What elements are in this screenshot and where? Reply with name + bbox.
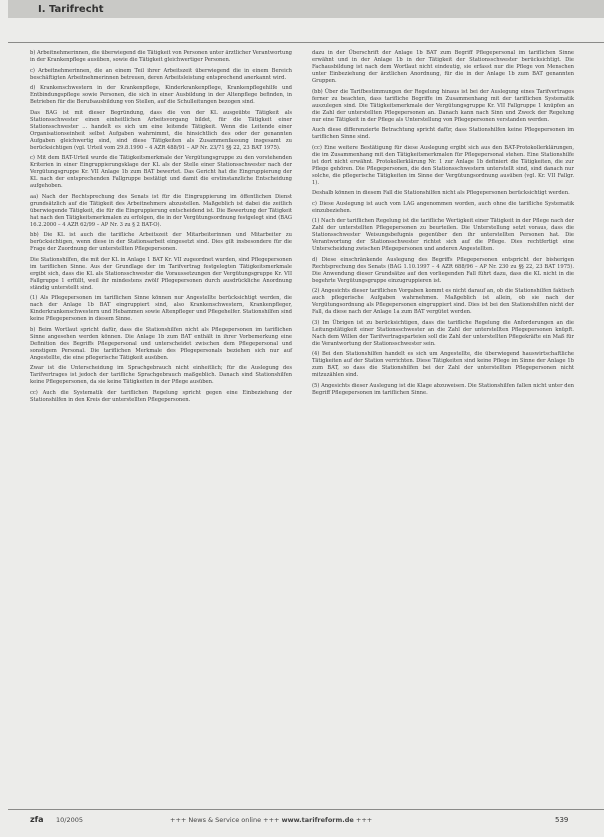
paragraph: (4) Bei den Stationshilfen handelt es sich um Angestellte, die überwiegend hauswirtschaftliche Tätigkeiten auf der Station verrichten. Diese Tätigkeiten sind keine Pflege im Sinne der Anlage 1b zum BAT, so dass die Stationshilfen bei der Zahl der unterstellten Pflegepersonen nicht mitzuzählen sind.	[312, 351, 574, 378]
paragraph: (3) Im Übrigen ist zu berücksichtigen, dass die tarifliche Regelung die Anforderungen an die Leitungstätigkeit einer Stationsschwester an die Zahl der unterstellten Pflegepersonen knüpft. Nach dem Willen der Tarifvertragsparteien soll die Zahl der unterstellten Pflegekräfte ein Maß für die Verantwortung der Stationsschwester sein.	[312, 319, 574, 347]
publication-logo: zfa	[30, 815, 44, 824]
page-number: 539	[555, 816, 569, 824]
paragraph: cc) Auch die Systematik der tariflichen Regelung spricht gegen eine Einbeziehung der Stationshilfen in den Kreis der unterstellten Pflegepersonen.	[30, 389, 292, 403]
footer-banner-prefix: +++ News & Service online +++	[170, 816, 280, 824]
paragraph: (2) Angesichts dieser tariflichen Vorgaben kommt es nicht darauf an, ob die Stationshilfen faktisch auch pflegerische Aufgaben wahrnehmen. Maßgeblich ist allein, ob sie nach der Vergütungsordnung als Pflegepersonen eingruppiert sind. Dies ist bei den Stationshilfen nicht der Fall, da diese nach der Anlage 1a zum BAT vergütet werden.	[312, 288, 574, 315]
right-column	[312, 50, 574, 400]
left-column	[30, 50, 292, 407]
paragraph: d) Krankenschwestern in der Krankenpflege, Kinderkrankenpflege, Krankenpflegehilfe und Entbindungspflege sowie Personen, die sich in einer Ausbildung in der Altenpflege befinden, in Betrieben für die Berufsausbildung von Stellen, auf die Schulleitungen bezogen sind.	[30, 85, 292, 105]
paragraph: Zwar ist die Unterscheidung im Sprachgebrauch nicht einheitlich; für die Auslegung des Tarifvertrages ist jedoch der tarifliche Sprachgebrauch maßgeblich. Danach sind Stationshilfen keine Pflegepersonen, da sie keine Tätigkeiten in der Pflege ausüben.	[30, 365, 292, 385]
paragraph: Auch diese differenzierte Betrachtung spricht dafür, dass Stationshilfen keine Pflegepersonen im tariflichen Sinne sind.	[312, 127, 574, 140]
header-bar	[8, 0, 604, 18]
paragraph: c) Diese Auslegung ist auch vom LAG angenommen worden, auch ohne die tarifliche Systematik einzubeziehen.	[312, 200, 574, 214]
paragraph: (1) Nach der tariflichen Regelung ist die tarifliche Wertigkeit einer Tätigkeit in der Pflege nach der Zahl der unterstellten Pflegepersonen zu beurteilen. Die Unterstellung setzt voraus, dass die Stationsschwester Weisungsbefugnis gegenüber den ihr unterstellten Personen hat. Die Verantwortung der Stationsschwester richtet sich auf die Pflege. Dies rechtfertigt eine Unterscheidung zwischen Pflegepersonen und anderen Angestellten.	[312, 218, 574, 252]
paragraph: Das BAG ist mit dieser Begründung, dass die von der KL ausgeübte Tätigkeit als Stationsschwester einen einheitlichen Arbeitsvorgang bildet, für die Tätigkeit einer Stationsschwester ... handelt es sich um eine leitende Tätigkeit. Wenn die Leitende einer Organisationseinheit selbst Aufgaben wahrnimmt, die hinsichtlich des oder der genannten Aufgaben gleichwertig sind, sind diese Tätigkeiten als Zusammenfassung insgesamt zu berücksichtigen (vgl. Urteil vom 29.8.1990 – 4 AZR 488/91 – AP Nr. 23/71 §§ 22, 23 BAT 1975).	[30, 109, 292, 151]
paragraph: (5) Angesichts dieser Auslegung ist die Klage abzuweisen. Die Stationshilfen fallen nicht unter den Begriff Pflegepersonen im tariflichen Sinne.	[312, 382, 574, 396]
paragraph: (cc) Eine weitere Bestätigung für diese Auslegung ergibt sich aus den BAT-Protokollerklärungen, die im Zusammenhang mit den Tätigkeitsmerkmalen für Pflegepersonal stehen. Eine Stationshilfe ist dort nicht erwähnt. Protokollerklärung Nr. 1 zur Anlage 1b definiert die Tätigkeiten, die zur Pflege gehören. Die Pflegepersonen, die den Stationsschwestern unterstellt sind, sind danach nur solche, die pflegerische Tätigkeiten im Sinne der Vergütungsordnung ausüben (vgl. Kr. VII Fallgr. 1).	[312, 144, 574, 186]
footer-url-link[interactable]: www.tarifreform.de	[281, 816, 354, 824]
paragraph: Deshalb können in diesem Fall die Stationshilfen nicht als Pflegepersonen berücksichtigt werden.	[312, 190, 570, 196]
paragraph: c) Arbeitnehmerinnen, die an einem Teil ihrer Arbeitszeit überwiegend die in einem Bereich beschäftigten Arbeitnehmerinnen betreuen, deren Arbeitsleistung entsprechend anerkannt wird.	[30, 67, 292, 81]
paragraph: (bb) Über die Tarifbestimmungen der Regelung hinaus ist bei der Auslegung eines Tarifvertrages ferner zu beachten, dass tarifliche Begriffe im Zusammenhang mit der tariflichen Systematik auszulegen sind. Die Tätigkeitsmerkmale der Vergütungsgruppe Kr. VII Fallgruppe 1 knüpfen an die Zahl der unterstellten Pflegepersonen an. Danach kann nach Sinn und Zweck der Regelung nur eine Tätigkeit in der Pflege als Unterstellung von Pflegepersonen verstanden werden.	[312, 88, 574, 123]
paragraph: bb) Die KL ist auch die tarifliche Arbeitszeit der Mitarbeiterinnen und Mitarbeiter zu berücksichtigen, wenn diese in der Stationsarbeit eingesetzt sind. Dies gilt insbesondere für die Frage der Zuordnung der unterstellten Pflegepersonen.	[30, 232, 292, 252]
paragraph: d) Diese einschränkende Auslegung des Begriffs Pflegepersonen entspricht der bisherigen Rechtsprechung des Senats (BAG 1.10.1997 – 4 AZR 688/96 – AP Nr. 230 zu §§ 22, 23 BAT 1975). Die Anwendung dieser Grundsätze auf den vorliegenden Fall führt dazu, dass die KL nicht in die begehrte Vergütungsgruppe einzugruppieren ist.	[312, 256, 574, 284]
section-title: I. Tarifrecht	[38, 4, 104, 15]
header-divider	[8, 42, 604, 43]
footer-banner-suffix: +++	[355, 816, 373, 824]
paragraph: dazu in der Überschrift der Anlage 1b BAT zum Begriff Pflegepersonal im tariflichen Sinne erwähnt und in der Anlage 1b in der Tätigkeit der Stationsschwester berücksichtigt. Die Fachausbildung ist nach dem Wortlaut nicht eindeutig, sie erfasst nur die Pflege von Menschen unter Einbeziehung der ärztlichen Anordnung, für die in der Anlage 1b zum BAT genannten Gruppen.	[312, 50, 574, 84]
paragraph: b) Beim Wortlaut spricht dafür, dass die Stationshilfen nicht als Pflegepersonen im tariflichen Sinne angesehen werden können. Die Anlage 1b zum BAT enthält in ihrer Vorbemerkung eine Definition des Begriffs Pflegepersonal und unterscheidet zwischen dem Pflegepersonal und sonstigem Personal. Die tariflichen Merkmale des Pflegepersonals beziehen sich nur auf Angestellte, die eine pflegerische Tätigkeit ausüben.	[30, 326, 292, 361]
footer-banner	[170, 816, 372, 824]
issue-number: 10/2005	[56, 816, 84, 824]
paragraph: Die Stationshilfen, die mit der KL in Anlage 1 BAT Kr. VII zugeordnet wurden, sind Pflegepersonen im tariflichen Sinne. Aus der Grundlage der im Tarifvertrag festgelegten Tätigkeitsmerkmale ergibt sich, dass die KL als Stationsschwester die Voraussetzungen der Vergütungsgruppe Kr. VII Fallgruppe 1 erfüllt, weil ihr mindestens zwölf Pflegepersonen durch ausdrückliche Anordnung ständig unterstellt sind.	[30, 256, 292, 291]
paragraph: c) Mit dem BAT-Urteil wurde die Tätigkeitsmerkmale der Vergütungsgruppe zu den vorstehenden Kriterien in einer Eingruppierungsklage der KL als der Stelle einer Stationsschwester nach der Vergütungsgruppe Kr. VII Anlage 1b zum BAT bewertet. Das Gericht hat die Eingruppierung der KL nach der entsprechenden Fallgruppe bestätigt und damit die erstinstanzliche Entscheidung aufgehoben.	[30, 155, 292, 189]
paragraph: (1) Als Pflegepersonen im tariflichen Sinne können nur Angestellte berücksichtigt werden, die nach der Anlage 1b BAT eingruppiert sind, also Krankenschwestern, Krankenpfleger, Kinderkrankenschwestern und Hebammen sowie Altenpfleger und Pflegehelfer. Stationshilfen sind keine Pflegepersonen in diesem Sinne.	[30, 295, 292, 322]
paragraph: b) Arbeitnehmerinnen, die überwiegend die Tätigkeit von Personen unter ärztlicher Verantwortung in der Krankenpflege ausüben, sowie die Tätigkeit gleichwertiger Personen.	[30, 50, 292, 63]
paragraph: aa) Nach der Rechtsprechung des Senats ist für die Eingruppierung im öffentlichen Dienst grundsätzlich auf die Tätigkeit des Arbeitnehmers abzustellen. Maßgeblich ist dabei die zeitlich überwiegende Tätigkeit, die für die Eingruppierung entscheidend ist. Die Bewertung der Tätigkeit hat nach den Tätigkeitsmerkmalen zu erfolgen, die in der Vergütungsordnung festgelegt sind (BAG 16.2.2000 – 4 AZR 62/99 – AP Nr. 3 zu § 2 BAT-O).	[30, 193, 292, 228]
footer-divider	[8, 809, 604, 810]
